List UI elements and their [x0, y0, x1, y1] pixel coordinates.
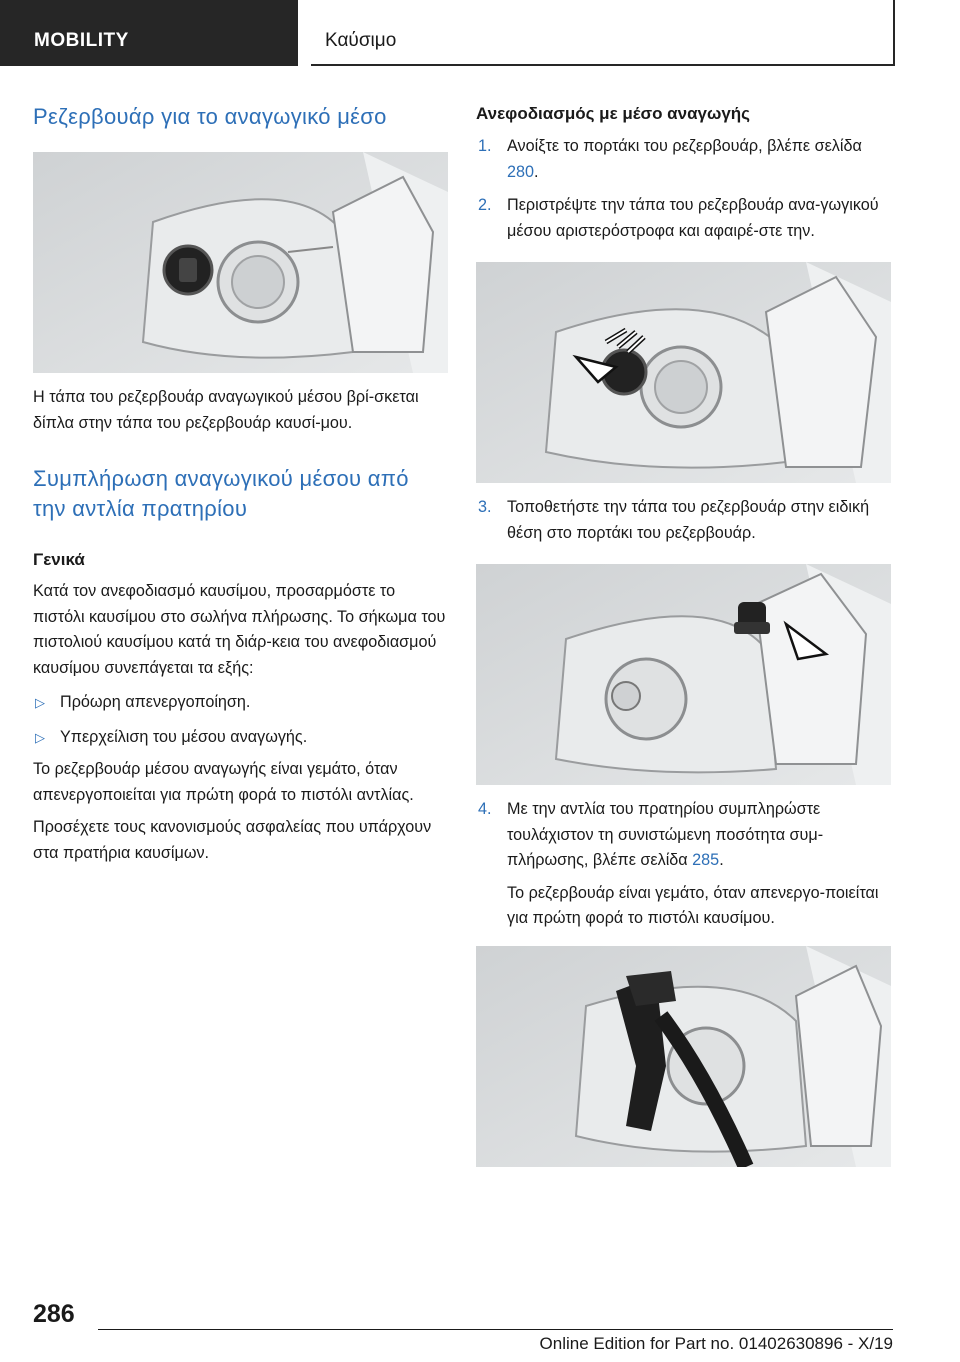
step-1: [476, 134, 891, 185]
safety-text: Προσέχετε τους κανονισμούς ασφαλείας που υπάρχουν στα πρατήρια καυσίμων.: [33, 818, 432, 862]
bullet-text: Υπερχείλιση του μέσου αναγωγής.: [60, 727, 308, 746]
step-text-end: .: [719, 851, 724, 869]
footer-divider: [98, 1329, 893, 1330]
page-header: [0, 0, 960, 66]
edition-footer: Online Edition for Part no. 01402630896 - X/19: [539, 1334, 893, 1353]
step-number: 3.: [478, 498, 492, 516]
step-text: Με την αντλία του πρατηρίου συμπληρώστε τουλάχιστον τη συνιστώμενη ποσότητα συμ-πλήρωσης, βλέπε σελίδα: [507, 800, 824, 869]
subheading-general: Γενικά: [33, 550, 85, 569]
step-number: 1.: [478, 137, 492, 155]
step-number: 2.: [478, 196, 492, 214]
figure-remove-cap: [476, 262, 891, 483]
step-text: Περιστρέψτε την τάπα του ρεζερβουάρ ανα-γωγικού μέσου αριστερόστροφα και αφαιρέ-στε την.: [507, 196, 879, 240]
section-heading-reservoir: Ρεζερβουάρ για το αναγωγικό μέσο: [33, 104, 387, 129]
step-3: [476, 495, 891, 546]
section-label: MOBILITY: [0, 0, 298, 66]
right-column: [476, 102, 891, 1167]
step-text-end: .: [534, 162, 539, 181]
chapter-label: Καύσιμο: [311, 0, 895, 66]
bullet-text: Πρόωρη απενεργοποίηση.: [60, 693, 251, 711]
page-link-280[interactable]: 280: [507, 162, 535, 181]
step-text: Τοποθετήστε την τάπα του ρεζερβουάρ στην ειδική θέση στο πορτάκι του ρεζερβουάρ.: [507, 498, 870, 542]
figure-caption: Η τάπα του ρεζερβουάρ αναγωγικού μέσου βρί-σκεται δίπλα στην τάπα του ρεζερβουάρ καυσί-μου.: [33, 388, 419, 432]
general-text: Κατά τον ανεφοδιασμό καυσίμου, προσαρμόστε το πιστόλι καυσίμου στο σωλήνα πλήρωσης. Το σήκωμα του πιστολιού καυσίμου κατά τη διάρ-κεια του ανεφοδιασμού καυσίμου συνεπάγεται τα εξής:: [33, 582, 446, 677]
triangle-bullet-icon: ▷: [35, 695, 45, 710]
step-text: Ανοίξτε το πορτάκι του ρεζερβουάρ, βλέπε σελίδα: [507, 137, 862, 155]
step-note: Το ρεζερβουάρ είναι γεμάτο, όταν απενεργο-ποιείται για πρώτη φορά το πιστόλι καυσίμου.: [507, 883, 879, 927]
section-heading-pump: Συμπλήρωση αναγωγικού μέσου από την αντλία πρατηρίου: [33, 466, 409, 521]
page-link-285[interactable]: 285: [692, 851, 720, 869]
full-tank-text: Το ρεζερβουάρ μέσου αναγωγής είναι γεμάτο, όταν απενεργοποιείται για πρώτη φορά το πιστόλι αντλίας.: [33, 760, 414, 804]
figure-pump-nozzle: [476, 946, 891, 1167]
figure-reductant-cap: [33, 152, 448, 373]
step-2: [476, 193, 891, 244]
step-number: 4.: [478, 800, 492, 818]
left-column: [33, 102, 448, 866]
list-item: [33, 725, 448, 751]
step-4: [476, 797, 891, 932]
figure-place-cap: [476, 564, 891, 785]
page-number: 286: [33, 1300, 75, 1328]
triangle-bullet-icon: ▷: [35, 729, 45, 745]
list-item: [33, 690, 448, 716]
refuel-heading: Ανεφοδιασμός με μέσο αναγωγής: [476, 104, 751, 123]
